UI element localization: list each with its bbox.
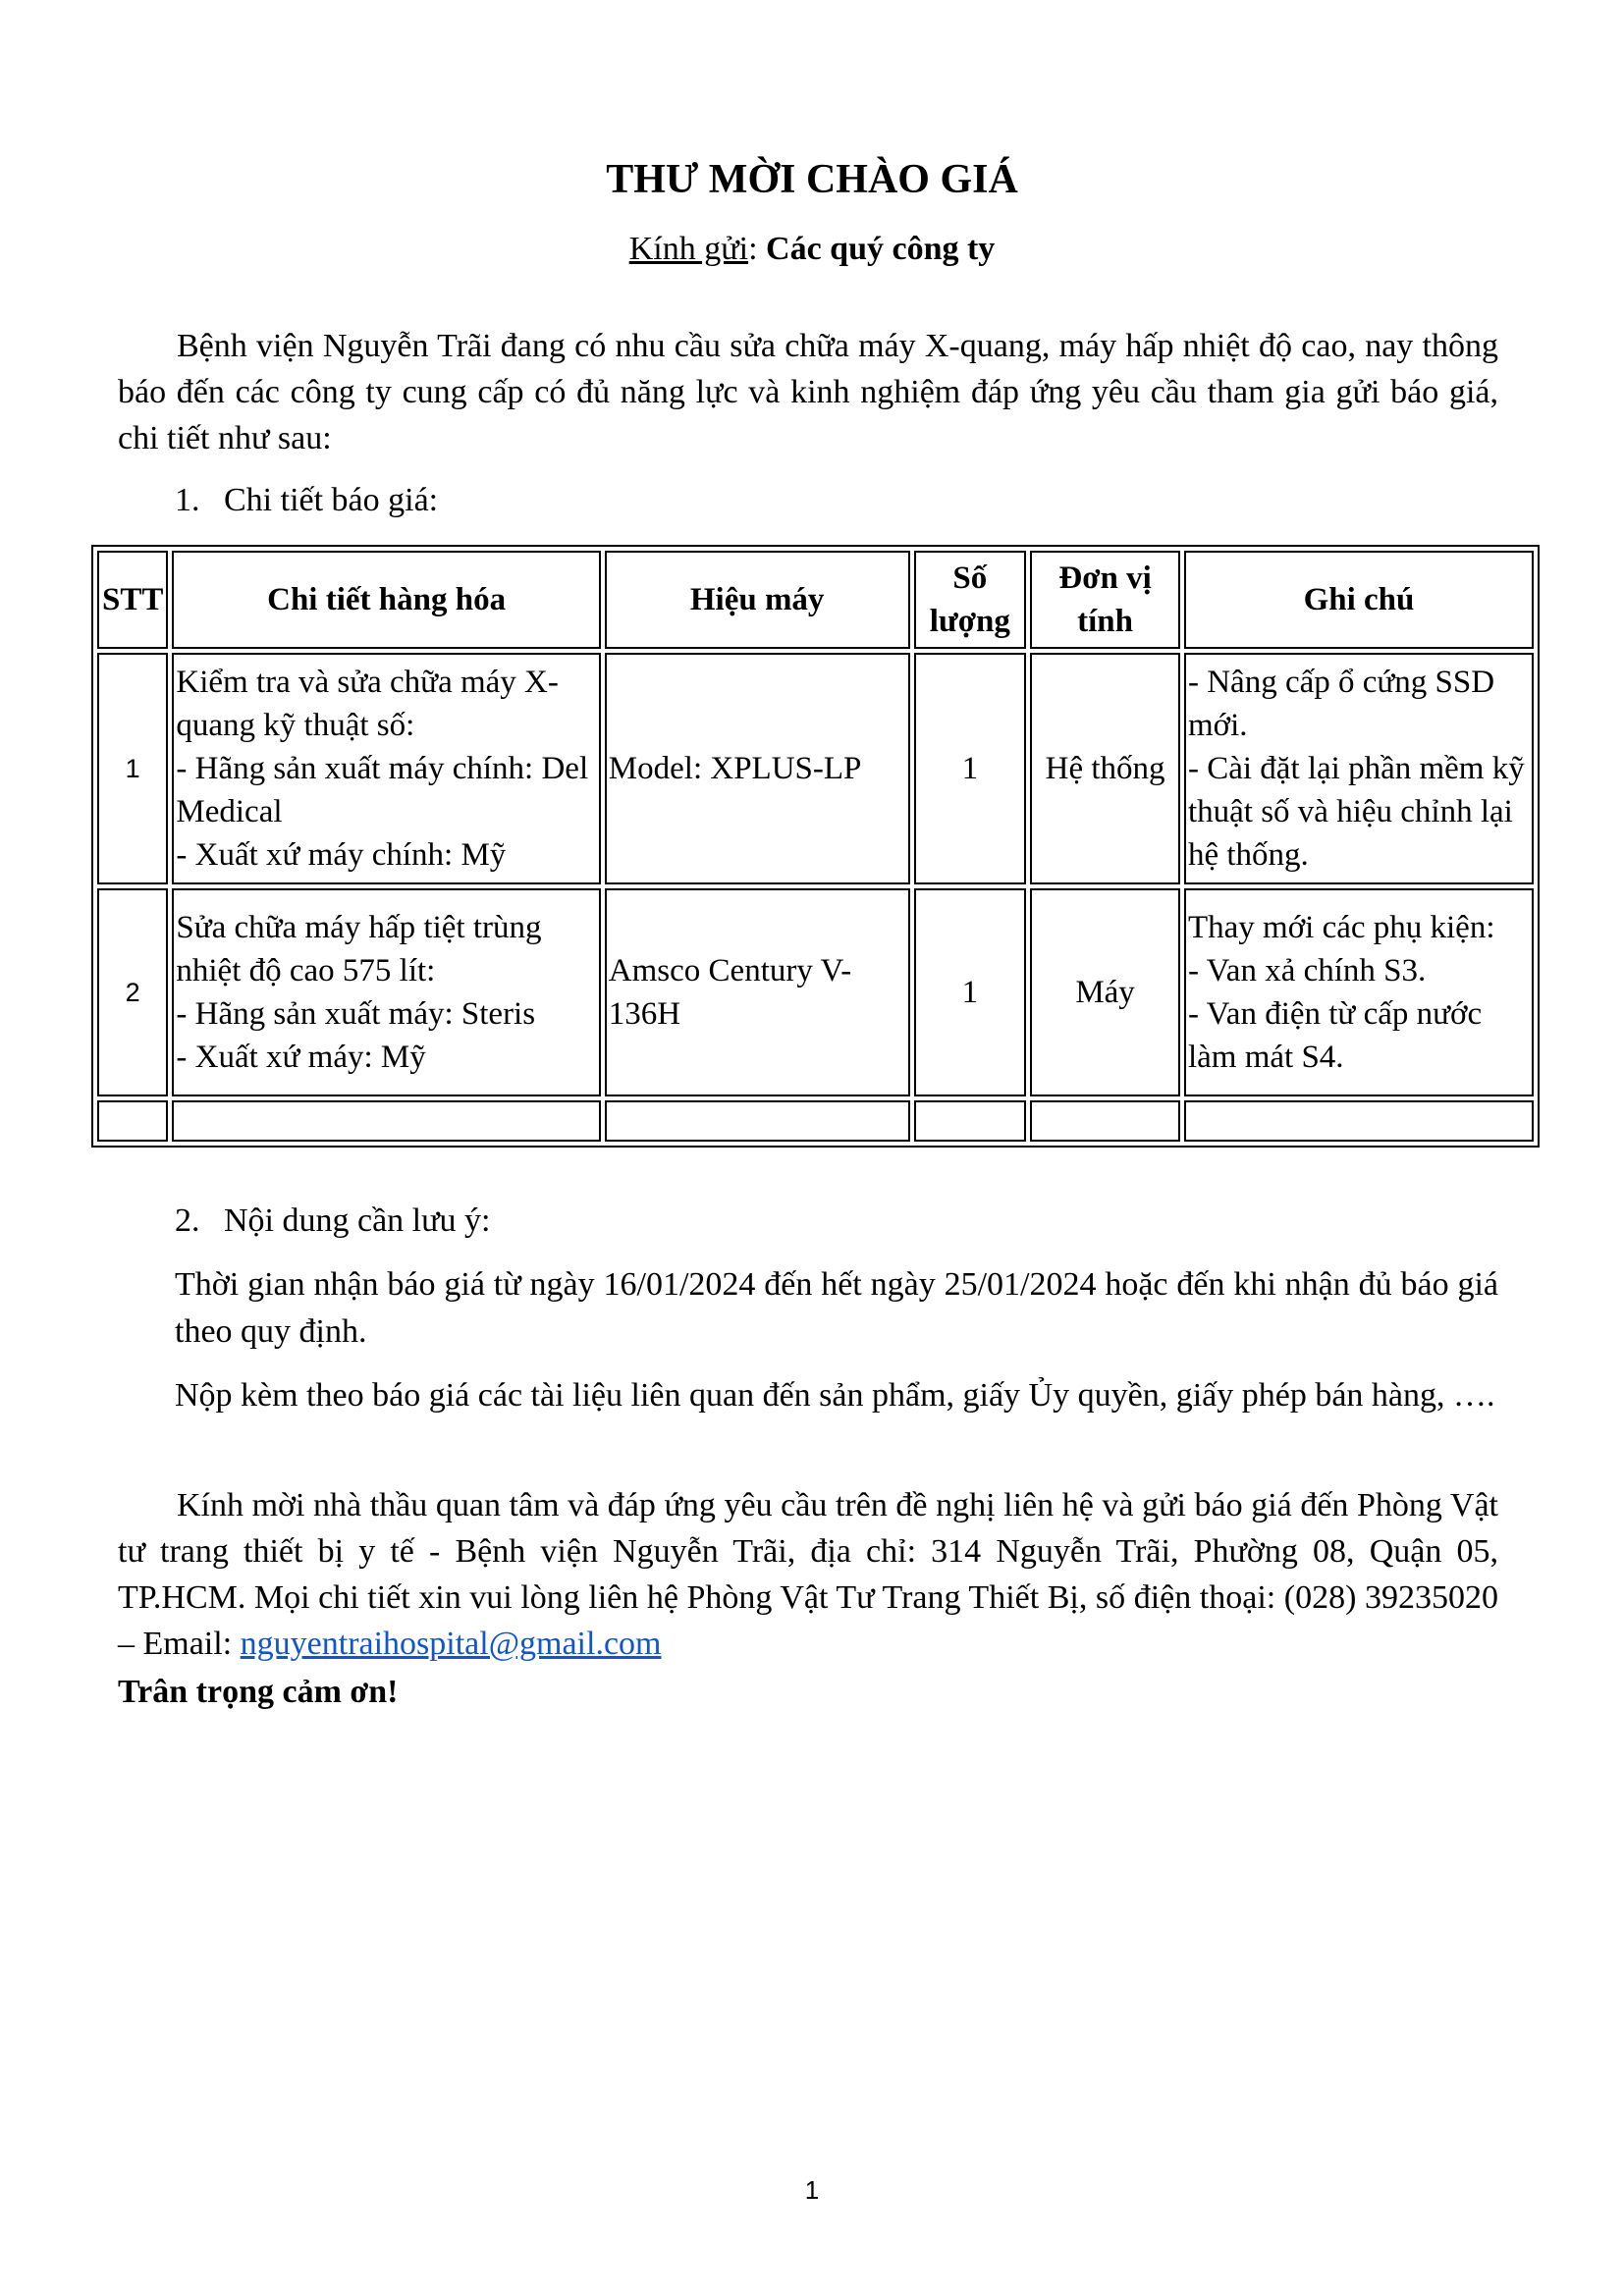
- section-2-number: 2.: [175, 1202, 200, 1239]
- table-empty-row: [97, 1100, 1534, 1142]
- section-1-title: Chi tiết báo giá:: [224, 482, 439, 518]
- row-1-quantity: 1: [914, 653, 1027, 884]
- note-time-paragraph: Thời gian nhận báo giá từ ngày 16/01/2024 đến hết ngày 25/01/2024 hoặc đến khi nhận đủ báo giá theo quy định.: [175, 1266, 1498, 1350]
- row-2-quantity: 1: [914, 888, 1027, 1096]
- invitation-paragraph: [118, 1482, 1498, 1667]
- table-row: [97, 888, 1534, 1096]
- row-1-detail: Kiểm tra và sửa chữa máy X-quang kỹ thuật số: - Hãng sản xuất máy chính: Del Medical - Xuất xứ máy chính: Mỹ: [172, 653, 600, 884]
- email-link[interactable]: nguyentraihospital@gmail.com: [240, 1626, 662, 1662]
- section-1-number: 1.: [175, 482, 200, 518]
- salutation-separator: :: [748, 231, 767, 267]
- row-2-stt: 2: [97, 888, 168, 1096]
- page-number: 1: [804, 2175, 820, 2205]
- empty-cell: [914, 1100, 1027, 1142]
- empty-cell: [97, 1100, 168, 1142]
- table-header-row: [97, 551, 1534, 649]
- row-1-stt: 1: [97, 653, 168, 884]
- intro-paragraph: Bệnh viện Nguyễn Trãi đang có nhu cầu sửa chữa máy X-quang, máy hấp nhiệt độ cao, nay thông báo đến các công ty cung cấp có đủ năng lực và kinh nghiệm đáp ứng yêu cầu tham gia gửi báo giá, chi tiết như sau:: [118, 328, 1498, 456]
- header-model: Hiệu máy: [605, 551, 910, 649]
- section-2-title: Nội dung cần lưu ý:: [224, 1202, 491, 1239]
- invitation-text: Kính mời nhà thầu quan tâm và đáp ứng yêu cầu trên đề nghị liên hệ và gửi báo giá đến Phòng Vật tư trang thiết bị y tế - Bệnh viện Nguyễn Trãi, địa chỉ: 314 Nguyễn Trãi, Phường 08, Quận 05, TP.HCM. Mọi chi tiết xin vui lòng liên hệ Phòng Vật Tư Trang Thiết Bị, số điện thoại: (028) 39235020 – Email:: [118, 1487, 1498, 1662]
- salutation-recipient: Các quý công ty: [766, 231, 996, 267]
- section-1-heading: [175, 479, 438, 522]
- row-2-model: Amsco Century V-136H: [605, 888, 910, 1096]
- quotation-table: [91, 545, 1540, 1148]
- empty-cell: [1184, 1100, 1534, 1142]
- empty-cell: [1030, 1100, 1180, 1142]
- salutation-label: Kính gửi: [628, 231, 749, 267]
- note-docs-paragraph: Nộp kèm theo báo giá các tài liệu liên quan đến sản phẩm, giấy Ủy quyền, giấy phép bán hàng, ….: [175, 1377, 1495, 1414]
- header-stt: STT: [97, 551, 168, 649]
- row-2-unit: Máy: [1030, 888, 1180, 1096]
- header-quantity: Số lượng: [914, 551, 1027, 649]
- salutation: [0, 228, 1624, 271]
- row-2-note: Thay mới các phụ kiện: - Van xả chính S3. - Van điện từ cấp nước làm mát S4.: [1184, 888, 1534, 1096]
- row-2-detail: Sửa chữa máy hấp tiệt trùng nhiệt độ cao 575 lít: - Hãng sản xuất máy: Steris - Xuất xứ máy: Mỹ: [172, 888, 600, 1096]
- row-1-note: - Nâng cấp ổ cứng SSD mới. - Cài đặt lại phần mềm kỹ thuật số và hiệu chỉnh lại hệ thống.: [1184, 653, 1534, 884]
- empty-cell: [605, 1100, 910, 1142]
- header-unit: Đơn vị tính: [1030, 551, 1180, 649]
- section-2-heading: [175, 1200, 491, 1243]
- closing-thanks: Trân trọng cảm ơn!: [118, 1674, 399, 1710]
- header-detail: Chi tiết hàng hóa: [172, 551, 600, 649]
- row-1-model: Model: XPLUS-LP: [605, 653, 910, 884]
- row-1-unit: Hệ thống: [1030, 653, 1180, 884]
- empty-cell: [172, 1100, 600, 1142]
- table-row: [97, 653, 1534, 884]
- header-note: Ghi chú: [1184, 551, 1534, 649]
- document-title: THƯ MỜI CHÀO GIÁ: [606, 157, 1018, 202]
